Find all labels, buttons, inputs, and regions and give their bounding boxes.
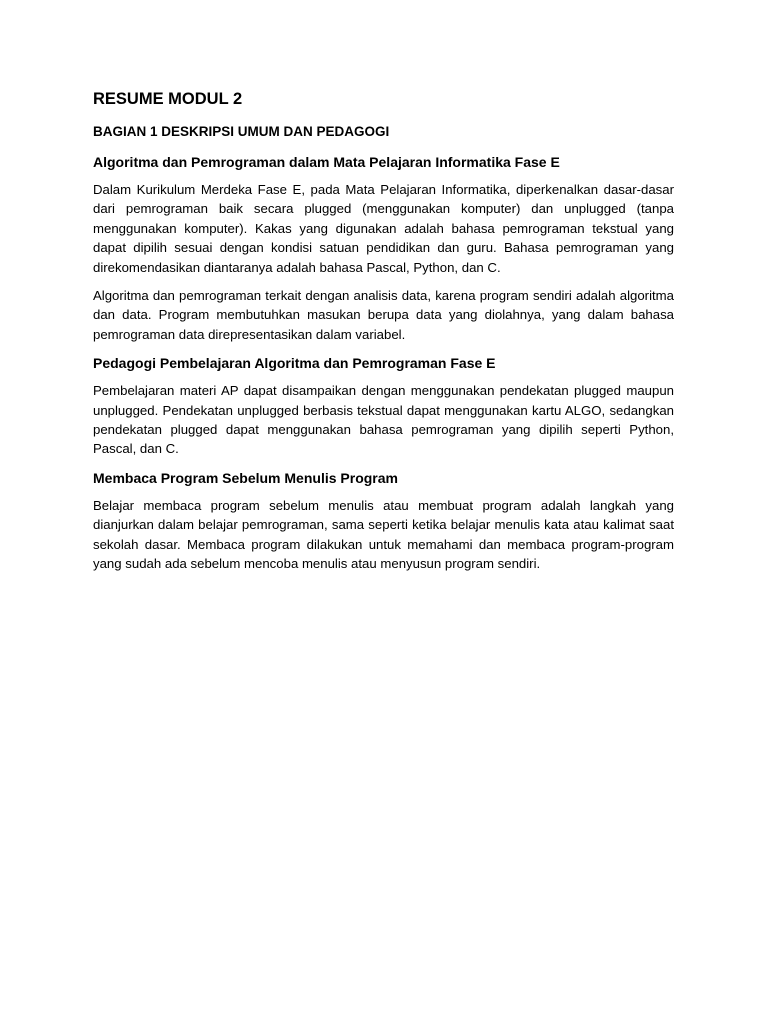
paragraph-kurikulum: Dalam Kurikulum Merdeka Fase E, pada Mata Pelajaran Informatika, diperkenalkan dasar-dasar dari pemrograman baik secara plugged (menggunakan komputer) dan unplugged (tanpa menggunakan komputer). Kakas yang digunakan adalah bahasa pemrograman tekstual yang dapat dipilih sesuai dengan kondisi satuan pendidikan dan guru. Bahasa pemrograman yang direkomendasikan diantaranya adalah bahasa Pascal, Python, dan C. xyxy=(93,182,674,275)
paragraph-membaca-program: Belajar membaca program sebelum menulis atau membuat program adalah langkah yang dianjurkan dalam belajar pemrograman, sama seperti ketika belajar menulis kata atau kalimat saat sekolah dasar. Membaca program dilakukan untuk memahami dan membaca program-program yang sudah ada sebelum mencoba menulis atau menyusun program sendiri. xyxy=(93,497,674,572)
section-heading-membaca-program: Membaca Program Sebelum Menulis Program xyxy=(93,469,398,486)
section-heading-algoritma: Algoritma dan Pemrograman dalam Mata Pelajaran Informatika Fase E xyxy=(93,154,560,170)
part-title: BAGIAN 1 DESKRIPSI UMUM DAN PEDAGOGI xyxy=(93,124,390,139)
document-title: RESUME MODUL 2 xyxy=(93,90,243,108)
document-page xyxy=(93,88,674,583)
paragraph-analisis-data: Algoritma dan pemrograman terkait dengan analisis data, karena program sendiri adalah algoritma dan data. Program membutuhkan masukan berupa data yang diolahnya, yang dalam bahasa pemrograman data direpresentasikan dalam variabel. xyxy=(93,288,674,342)
paragraph-pedagogi: Pembelajaran materi AP dapat disampaikan dengan menggunakan pendekatan plugged maupun unplugged. Pendekatan unplugged berbasis tekstual dapat menggunakan kartu ALGO, sedangkan pendekatan plugged dapat menggunakan bahasa pemrograman yang dipilih seperti Python, Pascal, dan C. xyxy=(93,383,674,457)
section-heading-pedagogi: Pedagogi Pembelajaran Algoritma dan Pemrograman Fase E xyxy=(93,355,496,372)
